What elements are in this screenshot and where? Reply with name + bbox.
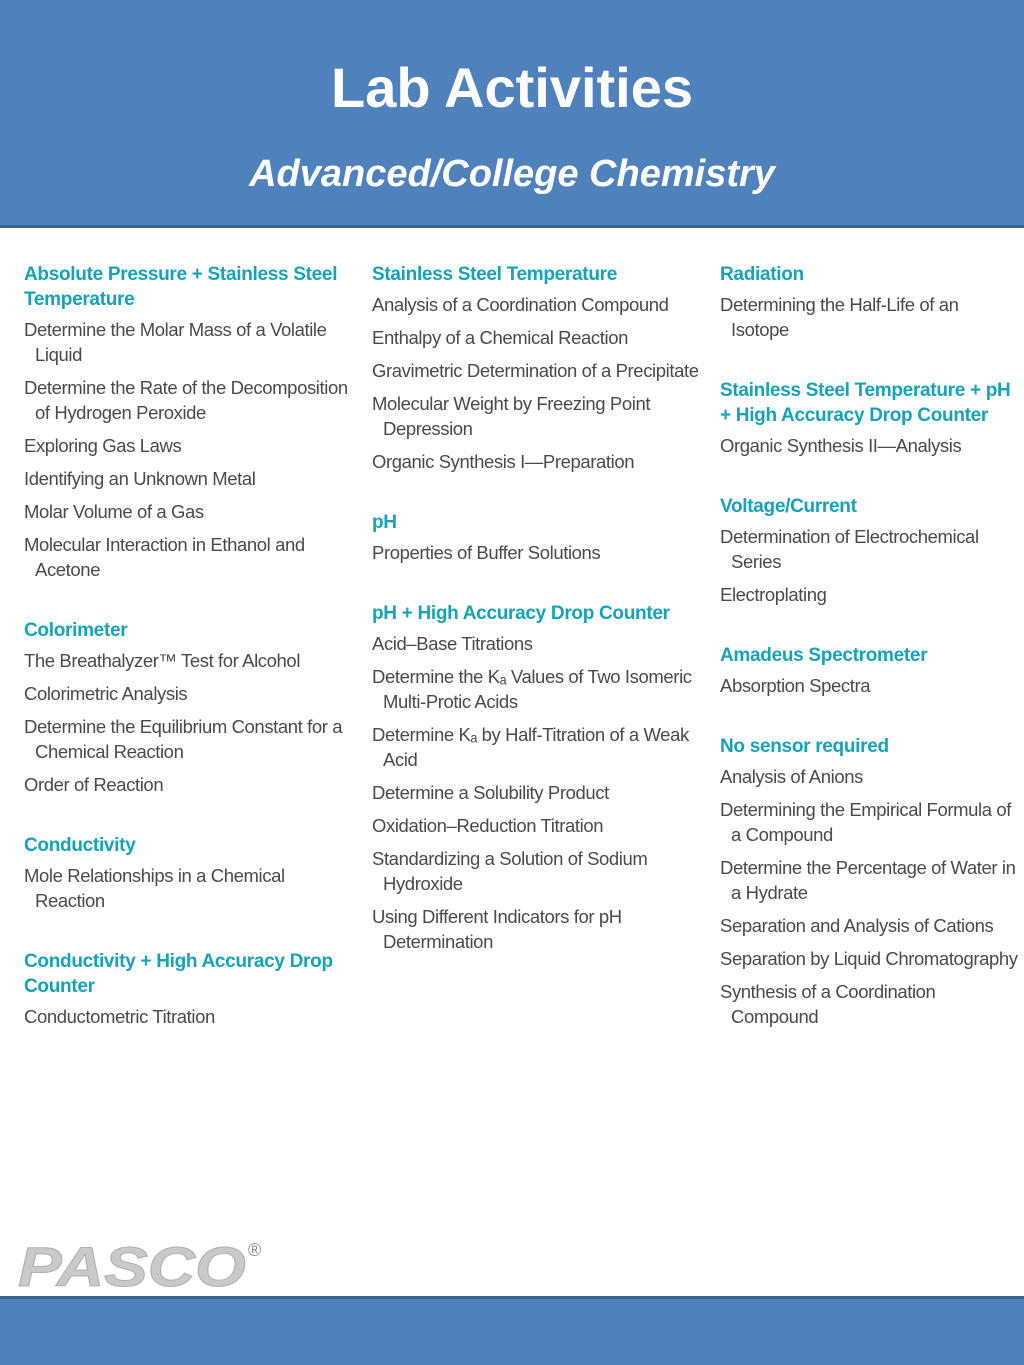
pasco-logo: [16, 1236, 276, 1296]
footer-banner: [0, 1296, 1024, 1365]
activity-item: Conductometric Titration: [24, 1006, 215, 1027]
activity-column-1: [24, 262, 354, 1065]
title-banner: [0, 0, 1024, 228]
activity-item: Molar Volume of a Gas: [24, 501, 204, 522]
sensor-heading: Amadeus Spectrometer: [720, 645, 928, 666]
sensor-section: [24, 833, 354, 913]
activity-item: Separation and Analysis of Cations: [720, 915, 994, 936]
activity-item: Determining the Half-Life of an Isotope: [720, 294, 959, 340]
sensor-heading: pH + High Accuracy Drop Counter: [372, 603, 670, 624]
sensor-section: [720, 643, 1020, 698]
activity-item: Organic Synthesis I—Preparation: [372, 451, 635, 472]
sensor-heading: No sensor required: [720, 736, 889, 757]
activity-item: Determine the Rate of the Decomposition of Hydrogen Peroxide: [24, 377, 348, 423]
activity-item: Colorimetric Analysis: [24, 683, 188, 704]
activity-item: Molecular Interaction in Ethanol and Acetone: [24, 534, 305, 580]
activity-item: Molecular Weight by Freezing Point Depression: [372, 393, 651, 439]
activity-item: Gravimetric Determination of a Precipitate: [372, 360, 699, 381]
registered-mark: ®: [248, 1240, 262, 1260]
sensor-section: [372, 262, 702, 474]
sensor-section: [372, 601, 702, 954]
sensor-section: [720, 262, 1020, 342]
sensor-heading: Conductivity: [24, 835, 136, 856]
activity-item: Determine Kₐ by Half-Titration of a Weak Acid: [372, 724, 689, 770]
activity-item: Identifying an Unknown Metal: [24, 468, 256, 489]
activity-item: Synthesis of a Coordination Compound: [720, 981, 936, 1027]
sensor-heading: pH: [372, 512, 397, 533]
sensor-heading: Stainless Steel Temperature: [372, 264, 617, 285]
sensor-section: [720, 734, 1020, 1029]
page-subtitle: Advanced/College Chemistry: [249, 153, 775, 195]
activity-item: Organic Synthesis II—Analysis: [720, 435, 962, 456]
activity-item: Using Different Indicators for pH Determination: [372, 906, 622, 952]
sensor-section: [372, 510, 702, 565]
activity-item: Determination of Electrochemical Series: [720, 526, 979, 572]
activity-item: Order of Reaction: [24, 774, 164, 795]
activity-item: Separation by Liquid Chromatography: [720, 948, 1018, 969]
sensor-heading: Absolute Pressure + Stainless Steel Temperature: [24, 264, 338, 310]
sensor-heading: Conductivity + High Accuracy Drop Counter: [24, 951, 333, 997]
activity-item: Determine the Kₐ Values of Two Isomeric Multi-Protic Acids: [372, 666, 692, 712]
activity-item: Determine the Equilibrium Constant for a Chemical Reaction: [24, 716, 343, 762]
activity-item: Determine the Molar Mass of a Volatile Liquid: [24, 319, 327, 365]
sensor-section: [24, 262, 354, 582]
activity-item: Determining the Empirical Formula of a Compound: [720, 799, 1011, 845]
sensor-section: [24, 949, 354, 1029]
activity-item: Properties of Buffer Solutions: [372, 542, 601, 563]
activity-item: Absorption Spectra: [720, 675, 871, 696]
activity-item: Mole Relationships in a Chemical Reaction: [24, 865, 285, 911]
page-title: Lab Activities: [330, 56, 694, 119]
activity-column-2: [372, 262, 702, 990]
activity-item: Analysis of a Coordination Compound: [372, 294, 669, 315]
activity-column-3: [720, 262, 1020, 1065]
activity-item: Enthalpy of a Chemical Reaction: [372, 327, 628, 348]
sensor-heading: Colorimeter: [24, 620, 128, 641]
activity-item: Determine the Percentage of Water in a Hydrate: [720, 857, 1016, 903]
activity-item: Electroplating: [720, 584, 827, 605]
activity-item: Standardizing a Solution of Sodium Hydroxide: [372, 848, 648, 894]
activity-item: Exploring Gas Laws: [24, 435, 182, 456]
sensor-heading: Voltage/Current: [720, 496, 857, 517]
activity-item: Determine a Solubility Product: [372, 782, 609, 803]
sensor-section: [24, 618, 354, 797]
activity-item: Acid–Base Titrations: [372, 633, 533, 654]
activity-item: Oxidation–Reduction Titration: [372, 815, 604, 836]
activity-item: Analysis of Anions: [720, 766, 863, 787]
sensor-section: [720, 378, 1020, 458]
pasco-logo-text: PASCO: [18, 1236, 247, 1296]
activity-item: The Breathalyzer™ Test for Alcohol: [24, 650, 301, 671]
sensor-heading: Stainless Steel Temperature + pH + High Accuracy Drop Counter: [720, 380, 1011, 426]
sensor-heading: Radiation: [720, 264, 804, 285]
sensor-section: [720, 494, 1020, 607]
